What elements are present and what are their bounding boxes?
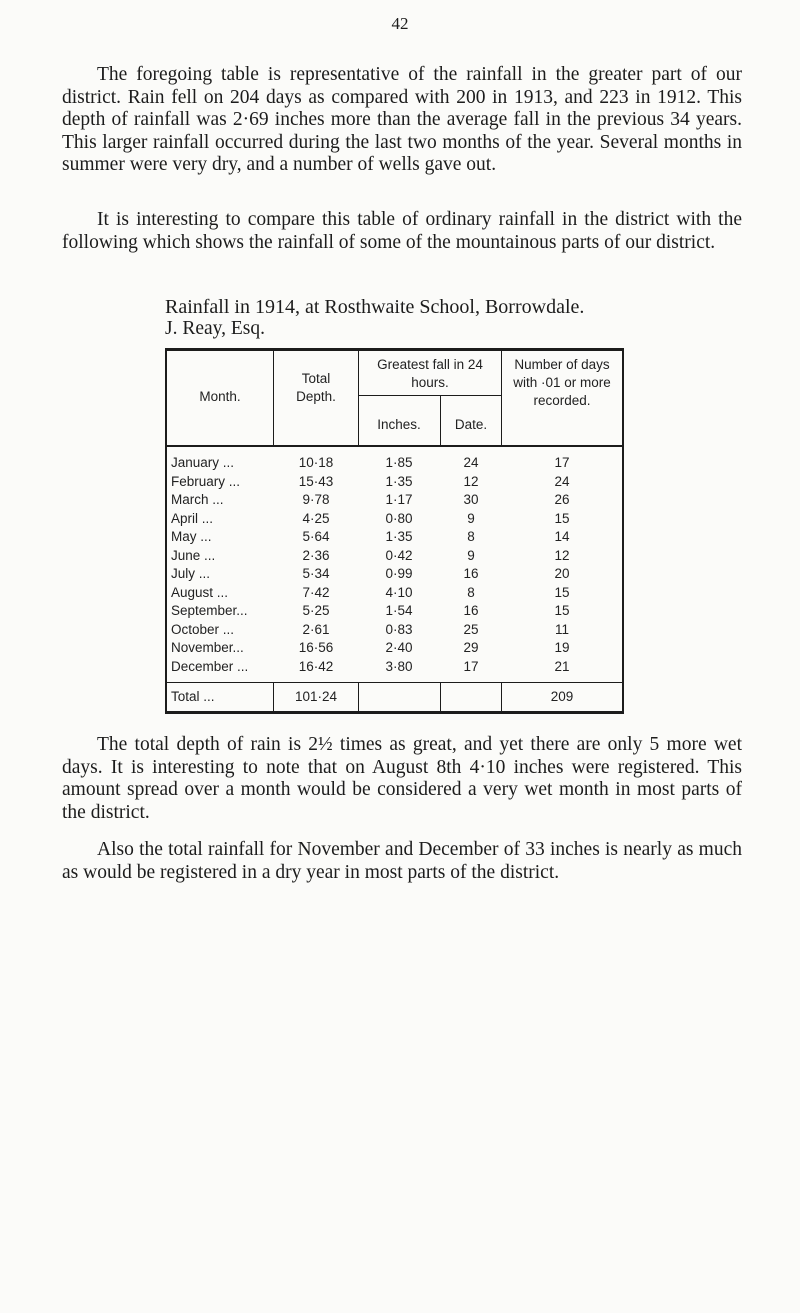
- paragraph-text: The foregoing table is representative of the rainfall in the greater part of our district. Rain fell on 204 days as compared with 200 in 1913, and 223 in 1912. This depth of rainfall was 2·69 inches more than the average fall in the previous 34 years. This larger rainfall occurred during the last two months of the year. Several months in summer were very dry, and a number of wells gave out.: [62, 64, 742, 175]
- cell-total: 7·42: [302, 584, 330, 600]
- cell-total: 10·18: [298, 455, 334, 470]
- header-days: Number of days with ·01 or more recorded.: [513, 357, 611, 408]
- header-inches: Inches.: [377, 417, 421, 432]
- cell-days: 20: [554, 566, 570, 581]
- cell-inches: 1·85: [385, 455, 413, 470]
- header-total-depth: Total Depth.: [296, 371, 336, 404]
- cell-inches: 1·35: [385, 473, 413, 489]
- paragraph-text: It is interesting to compare this table of ordinary rainfall in the district with the following which shows the rainfall of some of the mountainous parts of our district.: [62, 209, 742, 253]
- cell-date: 16: [463, 566, 479, 581]
- table-observer: J. Reay, Esq.: [165, 318, 266, 339]
- cell-days: 12: [554, 547, 570, 563]
- total-days: 209: [550, 689, 574, 704]
- cell-total: 5·25: [302, 603, 330, 618]
- cell-month: January ...: [171, 455, 235, 470]
- table-title: Rainfall in 1914, at Rosthwaite School, Borrowdale.: [165, 296, 585, 318]
- cell-date: 9: [467, 547, 475, 563]
- cell-total: 5·34: [302, 566, 330, 581]
- cell-month: March ...: [171, 492, 224, 507]
- cell-month: May ...: [171, 529, 212, 544]
- cell-inches: 0·83: [385, 621, 413, 637]
- cell-date: 30: [463, 492, 479, 507]
- cell-inches: 3·80: [385, 658, 413, 674]
- cell-days: 11: [554, 621, 569, 637]
- paragraph-analysis: [62, 734, 742, 824]
- header-greatest-fall: Greatest fall in 24 hours.: [377, 357, 483, 390]
- paragraph-conclusion: [62, 839, 742, 884]
- total-label: Total ...: [171, 689, 215, 704]
- cell-total: 2·61: [302, 621, 330, 637]
- cell-days: 15: [554, 584, 570, 600]
- cell-inches: 1·17: [385, 492, 413, 507]
- header-date: Date.: [454, 417, 488, 432]
- cell-total: 5·64: [302, 529, 330, 544]
- cell-total: 2·36: [302, 547, 330, 563]
- paragraph-comparison-intro: [62, 209, 742, 254]
- cell-days: 15: [554, 603, 570, 618]
- page-number: 42: [391, 14, 409, 33]
- paragraph-rainfall-summary: [62, 64, 742, 177]
- cell-inches: 0·80: [385, 510, 413, 526]
- rainfall-table: [165, 348, 624, 714]
- cell-month: June ...: [171, 547, 216, 563]
- cell-month: February ...: [171, 473, 241, 489]
- paragraph-text: Also the total rainfall for November and December of 33 inches is nearly as much as would be registered in a dry year in most parts of the district.: [62, 839, 742, 883]
- cell-date: 24: [463, 455, 479, 470]
- cell-month: August ...: [171, 584, 229, 600]
- cell-total: 16·42: [298, 658, 334, 674]
- cell-total: 16·56: [298, 640, 334, 655]
- cell-days: 19: [554, 640, 570, 655]
- cell-date: 17: [463, 658, 479, 674]
- cell-month: December ...: [171, 658, 249, 674]
- cell-date: 12: [463, 473, 479, 489]
- cell-total: 15·43: [298, 473, 334, 489]
- cell-days: 17: [554, 455, 570, 470]
- cell-date: 9: [467, 510, 475, 526]
- cell-date: 16: [463, 603, 479, 618]
- cell-month: April ...: [171, 510, 214, 526]
- cell-date: 25: [463, 621, 479, 637]
- cell-days: 26: [554, 492, 570, 507]
- cell-date: 8: [467, 584, 475, 600]
- cell-inches: 1·35: [385, 529, 413, 544]
- header-month: Month.: [199, 389, 241, 404]
- cell-days: 21: [554, 658, 570, 674]
- cell-inches: 4·10: [385, 584, 413, 600]
- cell-month: October ...: [171, 621, 235, 637]
- cell-date: 29: [463, 640, 479, 655]
- cell-inches: 0·99: [385, 566, 413, 581]
- cell-inches: 2·40: [385, 640, 413, 655]
- cell-days: 15: [554, 510, 570, 526]
- cell-inches: 0·42: [385, 547, 413, 563]
- cell-date: 8: [467, 529, 475, 544]
- cell-days: 24: [554, 473, 570, 489]
- cell-total: 4·25: [302, 510, 330, 526]
- cell-days: 14: [554, 529, 570, 544]
- cell-inches: 1·54: [385, 603, 413, 618]
- paragraph-text: The total depth of rain is 2½ times as great, and yet there are only 5 more wet days. It is interesting to note that on August 8th 4·10 inches were registered. This amount spread over a month would be considered a very wet month in most parts of the district.: [62, 734, 742, 823]
- cell-total: 9·78: [302, 492, 330, 507]
- cell-month: July ...: [171, 566, 211, 581]
- cell-month: September...: [171, 603, 248, 618]
- total-depth: 101·24: [294, 689, 338, 704]
- cell-month: November...: [171, 640, 244, 655]
